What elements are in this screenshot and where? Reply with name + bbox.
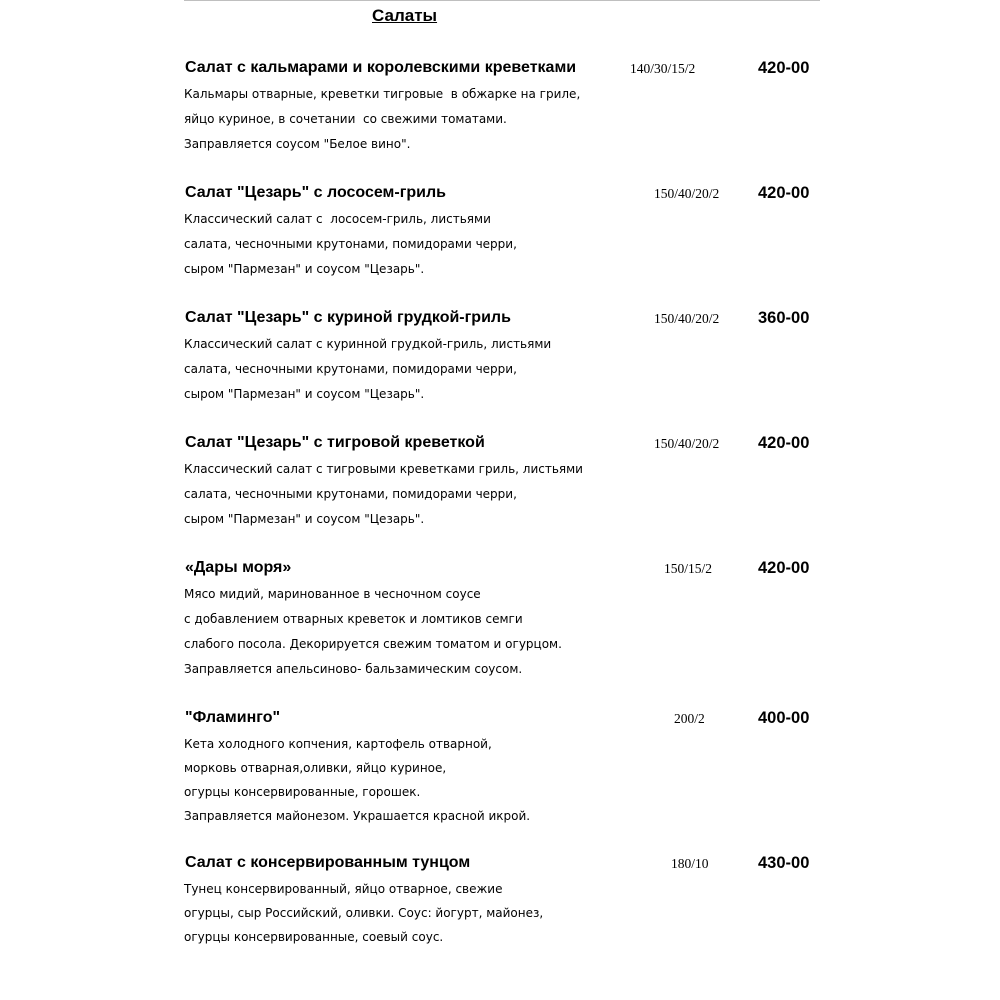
item-description-line: огурцы, сыр Российский, оливки. Соус: йогурт, майонез, <box>184 906 544 920</box>
item-description-line: Кета холодного копчения, картофель отварной, <box>184 737 492 751</box>
item-description-line: салата, чесночными крутонами, помидорами черри, <box>184 487 517 501</box>
item-description-line: сыром "Пармезан" и соусом "Цезарь". <box>184 387 425 401</box>
top-divider <box>184 0 820 1</box>
item-description-line: салата, чесночными крутонами, помидорами черри, <box>184 362 517 376</box>
item-price: 360-00 <box>758 309 810 327</box>
item-price: 420-00 <box>758 559 810 577</box>
item-weight: 180/10 <box>671 856 709 871</box>
item-description-line: Классический салат с лососем-гриль, листьями <box>184 212 491 226</box>
item-name: "Фламинго" <box>185 709 281 726</box>
item-name: Салат "Цезарь" с куриной грудкой-гриль <box>185 309 511 326</box>
item-weight: 150/40/20/2 <box>654 436 720 451</box>
item-name: Салат с кальмарами и королевскими креветками <box>185 59 577 76</box>
item-price: 430-00 <box>758 854 810 872</box>
item-description-line: яйцо куриное, в сочетании со свежими томатами. <box>184 112 507 126</box>
item-name: «Дары моря» <box>185 559 292 576</box>
item-description-line: Тунец консервированный, яйцо отварное, свежие <box>184 882 503 896</box>
item-description-line: Мясо мидий, маринованное в чесночном соусе <box>184 587 481 601</box>
item-description-line: Классический салат с куринной грудкой-гриль, листьями <box>184 337 552 351</box>
item-price: 420-00 <box>758 184 810 202</box>
item-description-line: огурцы консервированные, горошек. <box>184 785 421 799</box>
item-weight: 150/15/2 <box>664 561 713 576</box>
item-weight: 150/40/20/2 <box>654 186 720 201</box>
item-description-line: Заправляется майонезом. Украшается красной икрой. <box>184 809 531 823</box>
item-name: Салат "Цезарь" с лососем-гриль <box>185 184 446 201</box>
item-price: 420-00 <box>758 59 810 77</box>
item-description-line: сыром "Пармезан" и соусом "Цезарь". <box>184 262 425 276</box>
item-description-line: сыром "Пармезан" и соусом "Цезарь". <box>184 512 425 526</box>
section-title: Салаты <box>372 6 438 25</box>
item-price: 400-00 <box>758 709 810 727</box>
item-description-line: слабого посола. Декорируется свежим томатом и огурцом. <box>184 637 562 651</box>
item-weight: 150/40/20/2 <box>654 311 720 326</box>
item-weight: 200/2 <box>674 711 705 726</box>
item-weight: 140/30/15/2 <box>630 61 696 76</box>
item-description-line: морковь отварная,оливки, яйцо куриное, <box>184 761 447 775</box>
item-description-line: огурцы консервированные, соевый соус. <box>184 930 444 944</box>
item-name: Салат "Цезарь" с тигровой креветкой <box>185 434 485 451</box>
item-description-line: с добавлением отварных креветок и ломтиков семги <box>184 612 523 626</box>
item-name: Салат с консервированным тунцом <box>185 854 471 871</box>
item-description-line: Заправляется апельсиново- бальзамическим соусом. <box>184 662 523 676</box>
item-description-line: салата, чесночными крутонами, помидорами черри, <box>184 237 517 251</box>
item-description-line: Кальмары отварные, креветки тигровые в обжарке на гриле, <box>184 87 581 101</box>
item-price: 420-00 <box>758 434 810 452</box>
item-description-line: Заправляется соусом "Белое вино". <box>184 137 411 151</box>
item-description-line: Классический салат с тигровыми креветками гриль, листьями <box>184 462 583 476</box>
